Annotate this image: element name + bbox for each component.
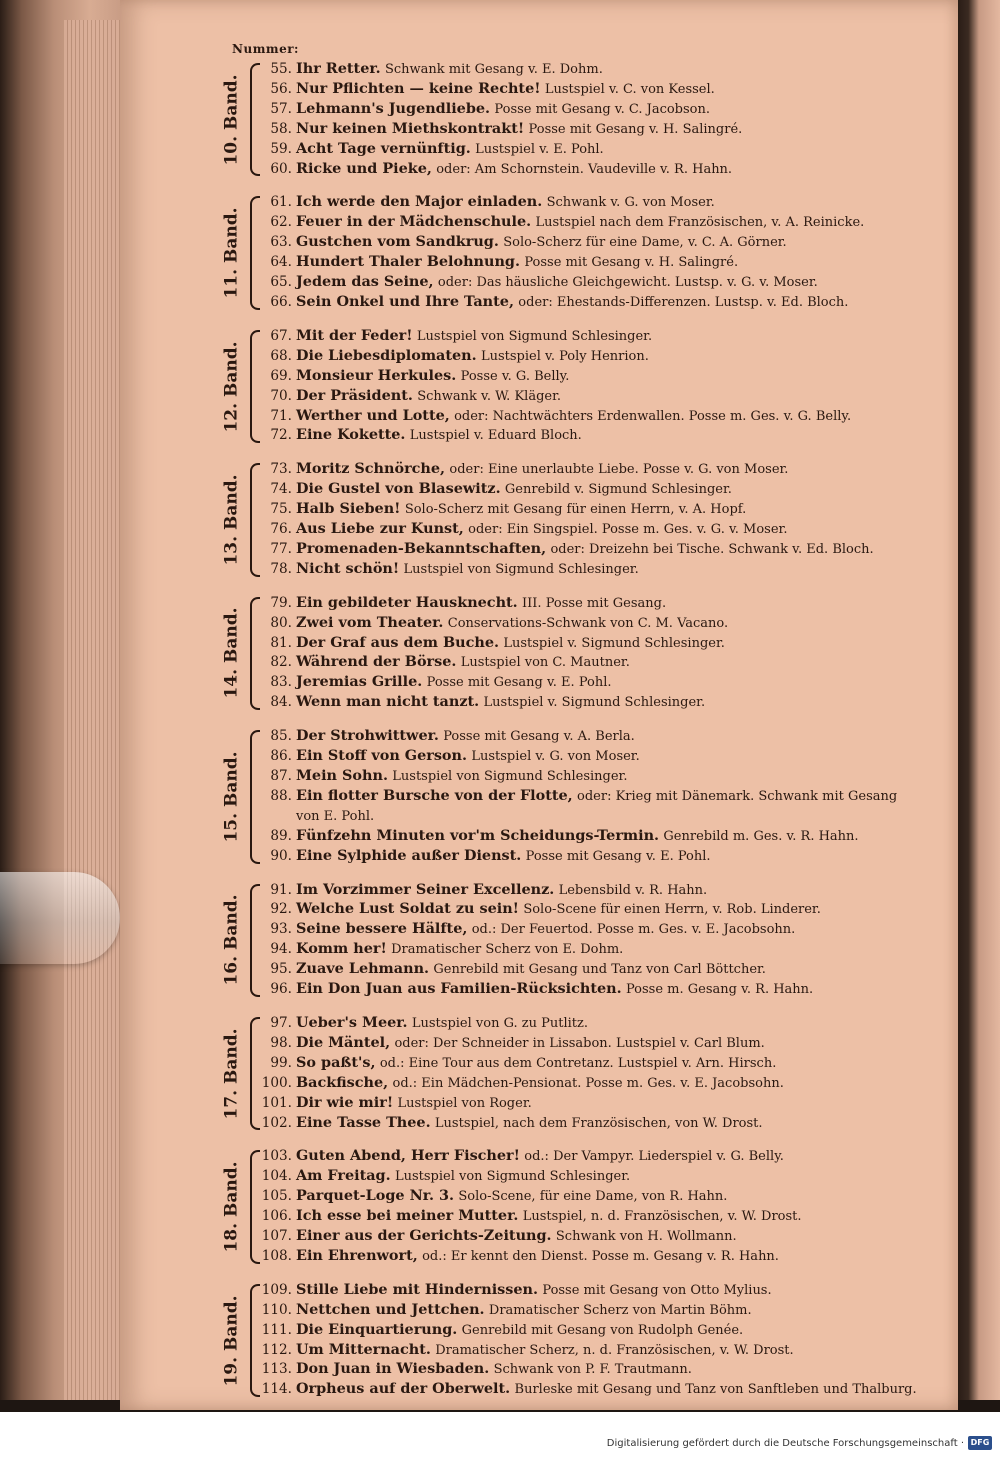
entry-number: 80. (270, 614, 292, 631)
entry-title: Während der Börse. (296, 653, 457, 671)
catalog-entry (258, 614, 922, 634)
catalog-entry (258, 540, 922, 560)
catalog-entry (258, 60, 922, 80)
volume-group (222, 60, 922, 179)
volume-label (218, 460, 246, 579)
entry-title: Zwei vom Theater. (296, 613, 444, 631)
entry-description: Genrebild mit Gesang und Tanz von Carl Böttcher. (433, 962, 766, 978)
catalog-entry (258, 100, 922, 120)
entry-number: 78. (270, 560, 292, 577)
entry-description: Lustspiel von Roger. (397, 1095, 532, 1111)
catalog-entry (258, 500, 922, 520)
entry-description: oder: Krieg mit Dänemark. Schwank mit Gesang von E. Pohl. (296, 788, 898, 824)
catalog-entry (258, 653, 922, 673)
entry-number: 97. (270, 1014, 292, 1031)
entry-number: 104. (261, 1168, 292, 1185)
entry-number: 64. (270, 254, 292, 271)
catalog-entry (258, 347, 922, 367)
entry-description: Lustspiel, nach dem Französischen, von W. Drost. (434, 1115, 763, 1131)
entry-number: 58. (270, 120, 292, 137)
catalog-entry (258, 1034, 922, 1054)
entry-number: 98. (270, 1034, 292, 1051)
entry-number: 81. (270, 634, 292, 651)
entry-number: 82. (270, 654, 292, 671)
catalog-entry (258, 747, 922, 767)
entry-number: 57. (270, 100, 292, 117)
catalog-entry (258, 426, 922, 446)
entry-number: 84. (270, 694, 292, 711)
entry-description: Lustspiel nach dem Französischen, v. A. Reinicke. (535, 215, 865, 231)
entry-description: Posse mit Gesang v. H. Salingré. (524, 255, 739, 271)
entry-title: Dir wie mir! (296, 1093, 394, 1111)
entry-title: Ein flotter Bursche von der Flotte, (296, 786, 573, 804)
entry-description: Solo-Scherz mit Gesang für einen Herrn, v. A. Hopf. (404, 502, 747, 518)
entry-number: 62. (270, 214, 292, 231)
volume-group (222, 460, 922, 579)
entry-title: Promenaden-Bekanntschaften, (296, 539, 547, 557)
entry-description: od.: Er kennt den Dienst. Posse m. Gesang v. R. Hahn. (422, 1248, 779, 1264)
entry-number: 101. (261, 1094, 292, 1111)
entry-description: oder: Dreizehn bei Tische. Schwank v. Ed. Bloch. (550, 541, 874, 557)
catalog-entry (258, 1281, 922, 1301)
catalog-entry (258, 767, 922, 787)
entry-number: 70. (270, 387, 292, 404)
brace-icon (250, 884, 260, 997)
volume-group (222, 880, 922, 1000)
entry-title: Nicht schön! (296, 559, 400, 577)
brace-icon (250, 196, 260, 309)
entry-description: Lustspiel v. G. von Moser. (471, 749, 640, 765)
brace-icon (250, 330, 260, 443)
entry-description: Posse mit Gesang von Otto Mylius. (542, 1282, 772, 1298)
catalog-entry (258, 407, 922, 427)
column-header: Nummer: (232, 42, 299, 56)
volume-label-text: 17. Band. (222, 1028, 243, 1120)
catalog-entry (258, 1187, 922, 1207)
entry-title: Feuer in der Mädchenschule. (296, 213, 532, 231)
volume-group (222, 326, 922, 446)
catalog-entry (258, 140, 922, 160)
entry-number: 95. (270, 961, 292, 978)
catalog-entry (258, 1380, 922, 1400)
entry-title: Eine Kokette. (296, 426, 406, 444)
entry-title: Halb Sieben! (296, 500, 401, 518)
entry-description: od.: Eine Tour aus dem Contretanz. Lustspiel v. Arn. Hirsch. (379, 1055, 777, 1071)
entry-title: Nur Pflichten — keine Rechte! (296, 79, 541, 97)
volume-label (218, 727, 246, 866)
catalog-entry (258, 253, 922, 273)
entry-number: 107. (261, 1228, 292, 1245)
catalog-entry (258, 560, 922, 580)
catalog-entry (258, 387, 922, 407)
entry-number: 110. (261, 1301, 292, 1318)
entry-number: 99. (270, 1054, 292, 1071)
entry-number: 75. (270, 501, 292, 518)
entry-title: Ein gebildeter Hausknecht. (296, 593, 518, 611)
entry-description: Conservations-Schwank von C. M. Vacano. (447, 615, 729, 631)
entry-number: 89. (270, 827, 292, 844)
entry-title: Der Strohwittwer. (296, 727, 439, 745)
entry-number: 108. (261, 1247, 292, 1264)
entry-description: Lustspiel von Sigmund Schlesinger. (416, 328, 653, 344)
brace-icon (250, 1150, 260, 1263)
catalog-entry (258, 920, 922, 940)
entry-number: 71. (270, 407, 292, 424)
catalog-entry (258, 1014, 922, 1034)
catalog-entry (258, 1360, 922, 1380)
entry-number: 93. (270, 921, 292, 938)
entry-number: 86. (270, 748, 292, 765)
entry-title: Die Mäntel, (296, 1033, 391, 1051)
volume-label-text: 15. Band. (222, 751, 243, 843)
entry-number: 91. (270, 881, 292, 898)
entry-description: Posse mit Gesang v. H. Salingré. (528, 121, 743, 137)
entry-title: Ricke und Pieke, (296, 159, 432, 177)
catalog-entry (258, 980, 922, 1000)
volume-label-text: 11. Band. (222, 207, 243, 299)
entry-number: 76. (270, 521, 292, 538)
entry-title: Don Juan in Wiesbaden. (296, 1360, 490, 1378)
volume-group (222, 193, 922, 312)
entry-number: 87. (270, 768, 292, 784)
catalog-entry (258, 634, 922, 654)
entry-number: 65. (270, 274, 292, 291)
volume-label (218, 327, 246, 446)
catalog-entry (258, 1301, 922, 1321)
entry-title: Sein Onkel und Ihre Tante, (296, 292, 514, 310)
entry-title: Die Liebesdiplomaten. (296, 346, 477, 364)
entry-number: 102. (261, 1114, 292, 1131)
catalog-entry (258, 1147, 922, 1167)
entry-title: Hundert Thaler Belohnung. (296, 253, 520, 271)
entry-title: Ueber's Meer. (296, 1013, 408, 1031)
entry-description: oder: Nachtwächters Erdenwallen. Posse m. Ges. v. G. Belly. (454, 408, 852, 424)
entry-number: 61. (270, 194, 292, 211)
entry-description: Lustspiel von Sigmund Schlesinger. (403, 561, 639, 577)
entry-number: 103. (261, 1148, 292, 1165)
entry-number: 83. (270, 674, 292, 691)
entry-title: Ihr Retter. (296, 60, 381, 77)
catalog-entry (258, 940, 922, 960)
entry-title: Wenn man nicht tanzt. (296, 693, 480, 711)
catalog-entry (258, 1227, 922, 1247)
entry-description: Lustspiel von C. Mautner. (460, 655, 630, 671)
entry-title: Mein Sohn. (296, 767, 388, 784)
catalog-entry (258, 960, 922, 980)
entry-description: Burleske mit Gesang und Tanz von Sanftleben und Thalburg. (514, 1382, 917, 1398)
entry-number: 113. (261, 1361, 292, 1378)
catalog-entry (258, 480, 922, 500)
entry-number: 85. (270, 728, 292, 745)
catalog-entry (258, 727, 922, 747)
entry-title: Nur keinen Miethskontrakt! (296, 119, 525, 137)
entry-title: Eine Sylphide außer Dienst. (296, 846, 522, 864)
entry-description: Posse mit Gesang v. C. Jacobson. (494, 101, 710, 117)
entry-description: Schwank v. G. von Moser. (546, 195, 715, 211)
entry-description: Dramatischer Scherz von E. Dohm. (391, 942, 624, 958)
entry-description: Lebensbild v. R. Hahn. (558, 882, 708, 898)
entry-title: Die Gustel von Blasewitz. (296, 480, 501, 498)
catalog-entry (258, 293, 922, 313)
catalog-entry (258, 900, 922, 920)
entry-title: Ein Stoff von Gerson. (296, 747, 468, 765)
volume-label (218, 1014, 246, 1133)
brace-icon (250, 597, 260, 710)
volume-label (218, 60, 246, 179)
entry-description: Lustspiel von Sigmund Schlesinger. (392, 769, 628, 784)
catalog-entry (258, 273, 922, 293)
entry-number: 63. (270, 234, 292, 251)
catalog-entry (258, 1247, 922, 1267)
entry-number: 100. (261, 1074, 292, 1091)
volume-group (222, 727, 922, 866)
volume-group (222, 593, 922, 713)
entry-title: Aus Liebe zur Kunst, (296, 520, 464, 538)
entry-title: Nettchen und Jettchen. (296, 1300, 485, 1318)
entry-title: Die Einquartierung. (296, 1320, 458, 1338)
entry-description: Solo-Scherz für eine Dame, v. C. A. Görner. (503, 235, 787, 251)
catalog-entry (258, 594, 922, 614)
entry-title: Ich esse bei meiner Mutter. (296, 1207, 519, 1225)
volume-label-text: 18. Band. (222, 1161, 243, 1253)
entry-description: Posse v. G. Belly. (460, 368, 570, 384)
catalog-entry (258, 520, 922, 540)
entry-description: Lustspiel v. Eduard Bloch. (409, 428, 582, 444)
volume-label (218, 193, 246, 312)
catalog-entry (258, 1207, 922, 1227)
entry-title: Werther und Lotte, (296, 406, 450, 424)
entry-number: 92. (270, 901, 292, 918)
entry-number: 73. (270, 461, 292, 478)
entry-description: od.: Der Feuertod. Posse m. Ges. v. E. Jacobsohn. (471, 922, 796, 938)
entry-description: Schwank von H. Wollmann. (555, 1229, 737, 1245)
volume-label-text: 16. Band. (222, 894, 243, 986)
dfg-logo-icon: DFG (968, 1436, 992, 1450)
entry-number: 67. (270, 327, 292, 344)
entry-title: Mit der Feder! (296, 326, 413, 344)
entry-number: 88. (270, 787, 292, 804)
entry-description: od.: Der Vampyr. Liederspiel v. G. Belly. (524, 1149, 784, 1165)
entry-title: Guten Abend, Herr Fischer! (296, 1147, 520, 1165)
entry-description: III. Posse mit Gesang. (522, 595, 667, 611)
entry-number: 74. (270, 481, 292, 498)
footer-credit: Digitalisierung gefördert durch die Deutsche Forschungsgemeinschaft · (606, 1438, 964, 1449)
volume-group (222, 1147, 922, 1266)
catalog-entry (258, 881, 922, 901)
entry-title: Backfische, (296, 1073, 389, 1091)
entry-description: Lustspiel, n. d. Französischen, v. W. Drost. (522, 1209, 802, 1225)
entry-description: Genrebild mit Gesang von Rudolph Genée. (461, 1322, 744, 1338)
entry-description: Solo-Scene, für eine Dame, von R. Hahn. (458, 1189, 728, 1205)
catalog-entry (258, 1321, 922, 1341)
catalog-entry (258, 673, 922, 693)
entry-number: 109. (261, 1281, 292, 1298)
entry-description: Schwank mit Gesang v. E. Dohm. (384, 62, 603, 77)
entry-title: So paßt's, (296, 1053, 376, 1071)
brace-icon (250, 730, 260, 863)
entry-number: 112. (261, 1341, 292, 1358)
catalog-entry (258, 160, 922, 180)
catalog-entry (258, 1054, 922, 1074)
volume-label-text: 10. Band. (222, 74, 243, 166)
volume-group (222, 1013, 922, 1133)
volume-label-text: 12. Band. (222, 341, 243, 433)
entry-number: 72. (270, 427, 292, 444)
entry-description: Schwank von P. F. Trautmann. (493, 1362, 692, 1378)
volume-label (218, 881, 246, 1000)
entry-description: Solo-Scene für einen Herrn, v. Rob. Linderer. (523, 902, 821, 918)
entry-title: Ich werde den Major einladen. (296, 193, 543, 211)
entry-title: Jedem das Seine, (296, 273, 434, 291)
entry-title: Der Graf aus dem Buche. (296, 633, 499, 651)
entry-title: Monsieur Herkules. (296, 366, 457, 384)
catalog-entry (258, 827, 922, 847)
entry-title: Am Freitag. (296, 1167, 391, 1185)
entry-title: Um Mitternacht. (296, 1340, 431, 1358)
entry-title: Lehmann's Jugendliebe. (296, 99, 491, 117)
entry-description: oder: Ein Singspiel. Posse m. Ges. v. G. v. Moser. (468, 522, 788, 538)
entry-description: Posse mit Gesang v. A. Berla. (443, 729, 635, 745)
catalog-entry (258, 1074, 922, 1094)
entry-title: Acht Tage vernünftig. (296, 139, 471, 157)
entry-number: 68. (270, 347, 292, 364)
entry-title: Jeremias Grille. (296, 673, 423, 691)
brace-icon (250, 1284, 260, 1397)
entry-title: Zuave Lehmann. (296, 960, 430, 978)
entry-number: 94. (270, 941, 292, 958)
entry-title: Ein Don Juan aus Familien-Rücksichten. (296, 980, 622, 998)
entry-description: oder: Das häusliche Gleichgewicht. Lustsp. v. G. v. Moser. (437, 275, 818, 291)
volume-label (218, 1147, 246, 1266)
catalog-entry (258, 80, 922, 100)
entry-title: Moritz Schnörche, (296, 460, 446, 478)
book-edge-right (958, 0, 1000, 1400)
entry-description: Lustspiel von G. zu Putlitz. (411, 1015, 588, 1031)
entry-description: Lustspiel von Sigmund Schlesinger. (394, 1169, 631, 1185)
entry-description: Dramatischer Scherz, n. d. Französischen, v. W. Drost. (435, 1342, 794, 1358)
catalog-entry (258, 787, 922, 827)
catalog-list (222, 42, 922, 1414)
entry-number: 114. (261, 1381, 292, 1398)
glass-page-weight (0, 872, 120, 964)
volume-label-text: 14. Band. (222, 607, 243, 699)
volume-label-text: 19. Band. (222, 1295, 243, 1387)
entry-number: 55. (270, 61, 292, 77)
entry-description: Lustspiel v. Poly Henrion. (480, 348, 649, 364)
entry-description: Posse m. Gesang v. R. Hahn. (625, 982, 814, 998)
volume-label-text: 13. Band. (222, 474, 243, 566)
entry-description: Genrebild m. Ges. v. R. Hahn. (663, 828, 859, 844)
entry-title: Fünfzehn Minuten vor'm Scheidungs-Termin. (296, 826, 660, 844)
entry-title: Der Präsident. (296, 386, 413, 404)
entry-description: Posse mit Gesang v. E. Pohl. (525, 848, 711, 864)
entry-number: 56. (270, 80, 292, 97)
catalog-entry (258, 327, 922, 347)
entry-description: Genrebild v. Sigmund Schlesinger. (504, 482, 732, 498)
entry-description: Dramatischer Scherz von Martin Böhm. (488, 1302, 752, 1318)
entry-title: Komm her! (296, 940, 387, 958)
catalog-entry (258, 1094, 922, 1114)
entry-title: Eine Tasse Thee. (296, 1113, 431, 1131)
entry-number: 105. (261, 1188, 292, 1205)
volume-label (218, 1281, 246, 1400)
entry-title: Gustchen vom Sandkrug. (296, 233, 499, 251)
entry-title: Einer aus der Gerichts-Zeitung. (296, 1227, 552, 1245)
entry-title: Orpheus auf der Oberwelt. (296, 1380, 511, 1398)
catalog-entry (258, 367, 922, 387)
entry-description: oder: Eine unerlaubte Liebe. Posse v. G. von Moser. (449, 462, 789, 478)
entry-title: Stille Liebe mit Hindernissen. (296, 1280, 539, 1298)
entry-title: Parquet-Loge Nr. 3. (296, 1187, 455, 1205)
entry-description: Lustspiel v. E. Pohl. (475, 141, 604, 157)
catalog-entry (258, 120, 922, 140)
brace-icon (250, 63, 260, 176)
brace-icon (250, 1017, 260, 1130)
entry-number: 60. (270, 160, 292, 177)
entry-number: 96. (270, 981, 292, 998)
catalog-entry (258, 213, 922, 233)
entry-description: oder: Am Schornstein. Vaudeville v. R. Hahn. (436, 161, 733, 177)
entry-description: Lustspiel v. Sigmund Schlesinger. (503, 635, 725, 651)
entry-description: Lustspiel v. C. von Kessel. (544, 81, 715, 97)
catalog-entry (258, 1341, 922, 1361)
catalog-entry (258, 460, 922, 480)
catalog-entry (258, 193, 922, 213)
entry-number: 66. (270, 293, 292, 310)
catalog-entry (258, 1167, 922, 1187)
entry-description: Posse mit Gesang v. E. Pohl. (426, 675, 612, 691)
entry-number: 90. (270, 847, 292, 864)
digitization-footer (0, 1412, 1000, 1457)
catalog-entry (258, 1114, 922, 1134)
catalog-entry (258, 847, 922, 867)
entry-number: 69. (270, 367, 292, 384)
brace-icon (250, 463, 260, 576)
entry-description: oder: Ehestands-Differenzen. Lustsp. v. Ed. Bloch. (518, 294, 849, 310)
entry-title: Welche Lust Soldat zu sein! (296, 900, 519, 918)
entry-number: 59. (270, 140, 292, 157)
entry-description: od.: Ein Mädchen-Pensionat. Posse m. Ges. v. E. Jacobsohn. (392, 1075, 784, 1091)
entry-description: Schwank v. W. Kläger. (417, 388, 561, 404)
volume-group (222, 1280, 922, 1400)
entry-number: 77. (270, 540, 292, 557)
entry-number: 106. (261, 1208, 292, 1225)
entry-title: Ein Ehrenwort, (296, 1246, 418, 1264)
entry-number: 111. (261, 1321, 292, 1338)
entry-description: oder: Der Schneider in Lissabon. Lustspiel v. Carl Blum. (394, 1035, 765, 1051)
entry-number: 79. (270, 594, 292, 611)
entry-title: Seine bessere Hälfte, (296, 920, 468, 938)
catalog-entry (258, 693, 922, 713)
volume-label (218, 594, 246, 713)
entry-description: Lustspiel v. Sigmund Schlesinger. (483, 695, 706, 711)
catalog-entry (258, 233, 922, 253)
entry-title: Im Vorzimmer Seiner Excellenz. (296, 880, 555, 898)
